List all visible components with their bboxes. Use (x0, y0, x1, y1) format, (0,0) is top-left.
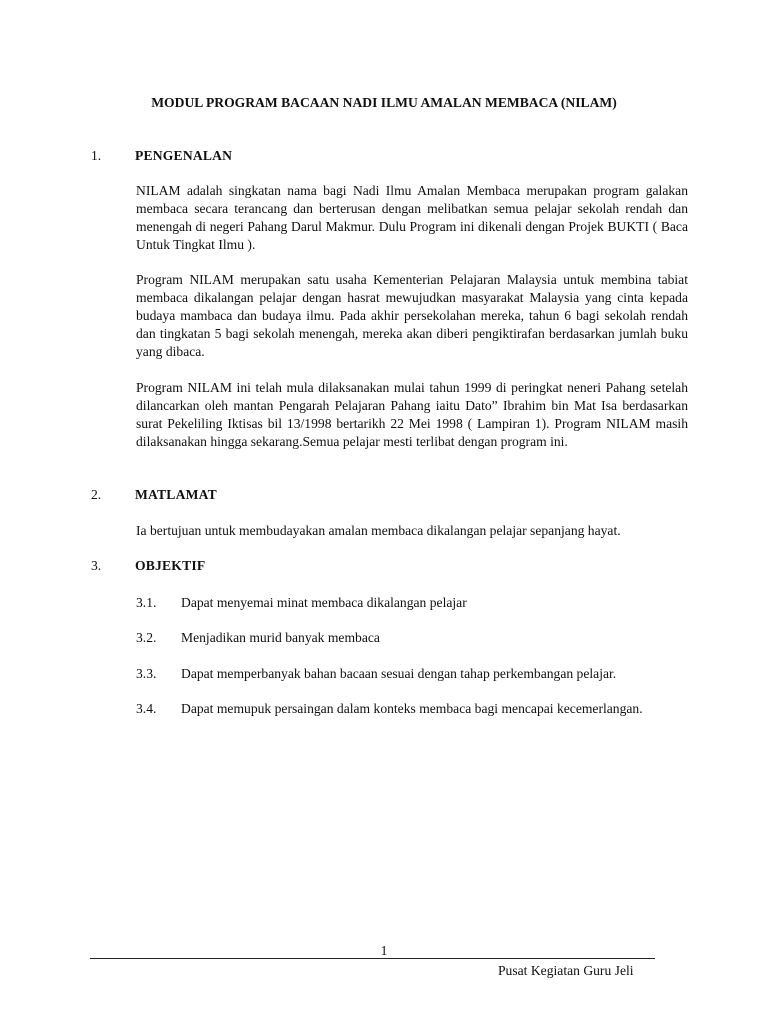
paragraph-matlamat: Ia bertujuan untuk membudayakan amalan membaca dikalangan pelajar sepanjang hayat. (136, 523, 621, 538)
section-number: 3. (91, 558, 102, 573)
paragraph-intro-2: Program NILAM merupakan satu usaha Kementerian Pelajaran Malaysia untuk membina tabiat membaca dikalangan pelajar dengan hasrat mewujudkan masyarakat Malaysia yang cinta kepada budaya mambaca dan budaya ilmu. Pada akhir persekolahan mereka, tahun 6 bagi sekolah rendah dan tingkatan 5 bagi sekolah menengah, mereka akan diberi pengiktirafan berdasarkan jumlah buku yang dibaca. (136, 272, 688, 359)
section-heading-objektif: OBJEKTIF (135, 558, 206, 573)
footer-text: Pusat Kegiatan Guru Jeli (498, 963, 634, 978)
objective-number: 3.3. (136, 666, 157, 681)
objective-number: 3.1. (136, 595, 157, 610)
section-heading-pengenalan: PENGENALAN (135, 148, 233, 163)
section-number: 1. (91, 148, 102, 163)
section-heading-matlamat: MATLAMAT (135, 487, 217, 502)
paragraph-intro-3: Program NILAM ini telah mula dilaksanakan mulai tahun 1999 di peringkat neneri Pahang setelah dilancarkan oleh mantan Pengarah Pelajaran Pahang iaitu Dato” Ibrahim bin Mat Isa berdasarkan surat Pekeliling Iktisas bil 13/1998 bertarikh 22 Mei 1998 ( Lampiran 1). Program NILAM masih dilaksanakan hingga sekarang.Semua pelajar mesti terlibat dengan program ini. (136, 380, 688, 449)
section-number: 2. (91, 487, 102, 502)
objective-number: 3.2. (136, 630, 157, 645)
objective-text: Menjadikan murid banyak membaca (181, 630, 380, 645)
objective-text: Dapat memupuk persaingan dalam konteks membaca bagi mencapai kecemerlangan. (181, 701, 643, 716)
page-number: 1 (380, 943, 388, 958)
objective-text: Dapat menyemai minat membaca dikalangan pelajar (181, 595, 467, 610)
paragraph-intro-1: NILAM adalah singkatan nama bagi Nadi Ilmu Amalan Membaca merupakan program galakan membaca secara terancang dan berterusan dengan melibatkan semua pelajar sekolah rendah dan menengah di negeri Pahang Darul Makmur. Dulu Program ini dikenali dengan Projek BUKTI ( Baca Untuk Tingkat Ilmu ). (136, 183, 688, 252)
footer-divider (90, 958, 655, 959)
document-title: MODUL PROGRAM BACAAN NADI ILMU AMALAN MEMBACA (NILAM) (151, 95, 617, 110)
objective-number: 3.4. (136, 701, 157, 716)
objective-text: Dapat memperbanyak bahan bacaan sesuai dengan tahap perkembangan pelajar. (181, 666, 617, 681)
